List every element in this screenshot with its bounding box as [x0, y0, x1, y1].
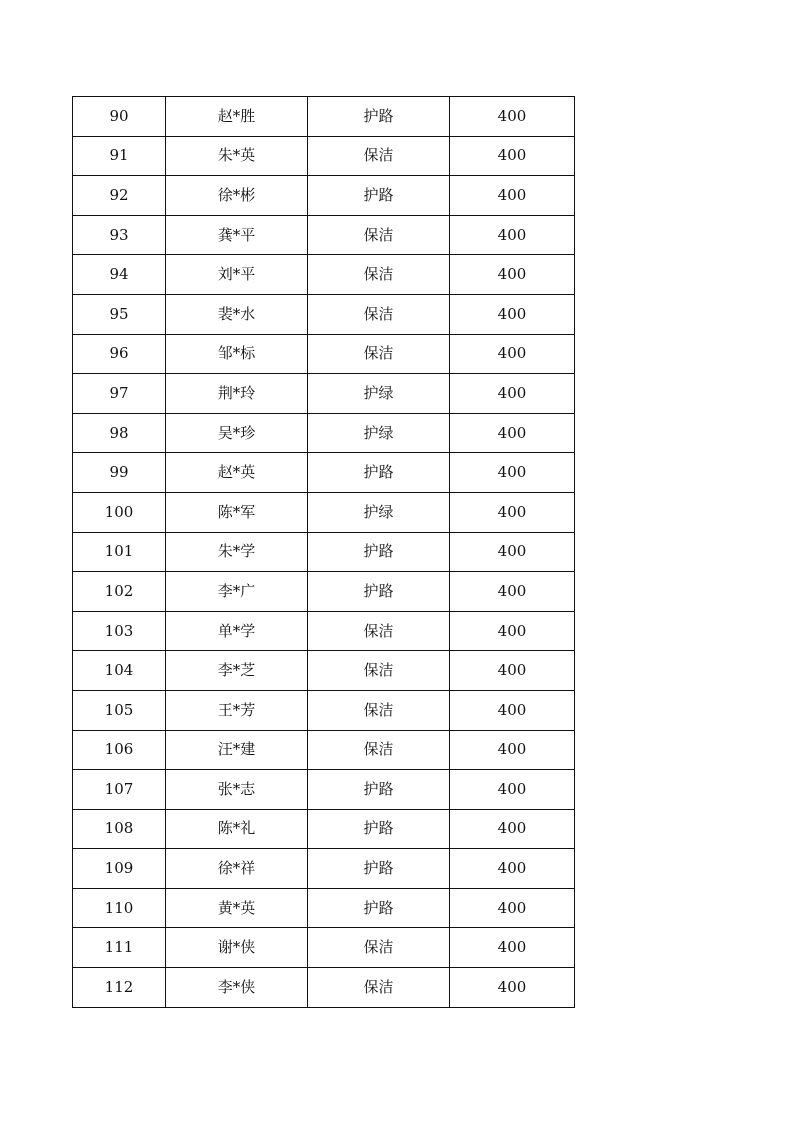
- amount-cell: 400: [450, 136, 575, 176]
- table-row: [73, 928, 575, 968]
- row-number-cell: 111: [73, 928, 166, 968]
- person-name-cell: 王*芳: [166, 690, 308, 730]
- row-number-cell: 101: [73, 532, 166, 572]
- person-name-cell: 黄*英: [166, 888, 308, 928]
- amount-cell: 400: [450, 651, 575, 691]
- row-number-cell: 97: [73, 374, 166, 414]
- row-number-cell: 100: [73, 492, 166, 532]
- job-type-cell: 护路: [308, 770, 450, 810]
- row-number-cell: 98: [73, 413, 166, 453]
- amount-cell: 400: [450, 928, 575, 968]
- person-name-cell: 龚*平: [166, 215, 308, 255]
- person-name-cell: 单*学: [166, 611, 308, 651]
- row-number-cell: 107: [73, 770, 166, 810]
- job-type-cell: 保洁: [308, 730, 450, 770]
- roster-table-body: [73, 97, 575, 1008]
- amount-cell: 400: [450, 453, 575, 493]
- row-number-cell: 106: [73, 730, 166, 770]
- table-row: [73, 572, 575, 612]
- row-number-cell: 103: [73, 611, 166, 651]
- job-type-cell: 保洁: [308, 294, 450, 334]
- table-row: [73, 849, 575, 889]
- table-row: [73, 651, 575, 691]
- roster-table: [72, 96, 575, 1008]
- table-row: [73, 294, 575, 334]
- person-name-cell: 张*志: [166, 770, 308, 810]
- person-name-cell: 徐*彬: [166, 176, 308, 216]
- job-type-cell: 护路: [308, 849, 450, 889]
- person-name-cell: 李*芝: [166, 651, 308, 691]
- job-type-cell: 护路: [308, 176, 450, 216]
- job-type-cell: 护绿: [308, 374, 450, 414]
- amount-cell: 400: [450, 770, 575, 810]
- row-number-cell: 109: [73, 849, 166, 889]
- person-name-cell: 朱*学: [166, 532, 308, 572]
- amount-cell: 400: [450, 294, 575, 334]
- amount-cell: 400: [450, 611, 575, 651]
- table-row: [73, 532, 575, 572]
- table-row: [73, 492, 575, 532]
- job-type-cell: 护路: [308, 888, 450, 928]
- person-name-cell: 汪*建: [166, 730, 308, 770]
- row-number-cell: 105: [73, 690, 166, 730]
- person-name-cell: 刘*平: [166, 255, 308, 295]
- row-number-cell: 95: [73, 294, 166, 334]
- table-row: [73, 215, 575, 255]
- table-row: [73, 888, 575, 928]
- person-name-cell: 邹*标: [166, 334, 308, 374]
- person-name-cell: 裴*水: [166, 294, 308, 334]
- job-type-cell: 保洁: [308, 968, 450, 1008]
- person-name-cell: 吴*珍: [166, 413, 308, 453]
- table-row: [73, 809, 575, 849]
- job-type-cell: 保洁: [308, 611, 450, 651]
- table-row: [73, 136, 575, 176]
- amount-cell: 400: [450, 215, 575, 255]
- job-type-cell: 保洁: [308, 651, 450, 691]
- row-number-cell: 112: [73, 968, 166, 1008]
- table-row: [73, 453, 575, 493]
- amount-cell: 400: [450, 334, 575, 374]
- row-number-cell: 92: [73, 176, 166, 216]
- row-number-cell: 102: [73, 572, 166, 612]
- table-row: [73, 690, 575, 730]
- job-type-cell: 保洁: [308, 690, 450, 730]
- amount-cell: 400: [450, 374, 575, 414]
- table-row: [73, 334, 575, 374]
- row-number-cell: 93: [73, 215, 166, 255]
- job-type-cell: 护路: [308, 97, 450, 137]
- person-name-cell: 谢*侠: [166, 928, 308, 968]
- amount-cell: 400: [450, 849, 575, 889]
- amount-cell: 400: [450, 968, 575, 1008]
- person-name-cell: 赵*英: [166, 453, 308, 493]
- amount-cell: 400: [450, 413, 575, 453]
- job-type-cell: 保洁: [308, 136, 450, 176]
- amount-cell: 400: [450, 690, 575, 730]
- job-type-cell: 保洁: [308, 215, 450, 255]
- person-name-cell: 陈*军: [166, 492, 308, 532]
- table-row: [73, 968, 575, 1008]
- table-row: [73, 374, 575, 414]
- amount-cell: 400: [450, 730, 575, 770]
- amount-cell: 400: [450, 492, 575, 532]
- amount-cell: 400: [450, 255, 575, 295]
- table-row: [73, 176, 575, 216]
- row-number-cell: 110: [73, 888, 166, 928]
- table-row: [73, 730, 575, 770]
- person-name-cell: 荆*玲: [166, 374, 308, 414]
- row-number-cell: 99: [73, 453, 166, 493]
- job-type-cell: 保洁: [308, 928, 450, 968]
- table-row: [73, 97, 575, 137]
- person-name-cell: 赵*胜: [166, 97, 308, 137]
- amount-cell: 400: [450, 809, 575, 849]
- amount-cell: 400: [450, 176, 575, 216]
- row-number-cell: 104: [73, 651, 166, 691]
- job-type-cell: 护路: [308, 809, 450, 849]
- amount-cell: 400: [450, 888, 575, 928]
- person-name-cell: 朱*英: [166, 136, 308, 176]
- table-row: [73, 611, 575, 651]
- job-type-cell: 护路: [308, 453, 450, 493]
- table-row: [73, 255, 575, 295]
- person-name-cell: 陈*礼: [166, 809, 308, 849]
- amount-cell: 400: [450, 572, 575, 612]
- person-name-cell: 徐*祥: [166, 849, 308, 889]
- person-name-cell: 李*广: [166, 572, 308, 612]
- row-number-cell: 94: [73, 255, 166, 295]
- person-name-cell: 李*侠: [166, 968, 308, 1008]
- job-type-cell: 保洁: [308, 334, 450, 374]
- row-number-cell: 108: [73, 809, 166, 849]
- job-type-cell: 护路: [308, 572, 450, 612]
- amount-cell: 400: [450, 97, 575, 137]
- job-type-cell: 护绿: [308, 492, 450, 532]
- table-row: [73, 770, 575, 810]
- row-number-cell: 90: [73, 97, 166, 137]
- row-number-cell: 91: [73, 136, 166, 176]
- job-type-cell: 护绿: [308, 413, 450, 453]
- job-type-cell: 保洁: [308, 255, 450, 295]
- amount-cell: 400: [450, 532, 575, 572]
- row-number-cell: 96: [73, 334, 166, 374]
- job-type-cell: 护路: [308, 532, 450, 572]
- table-row: [73, 413, 575, 453]
